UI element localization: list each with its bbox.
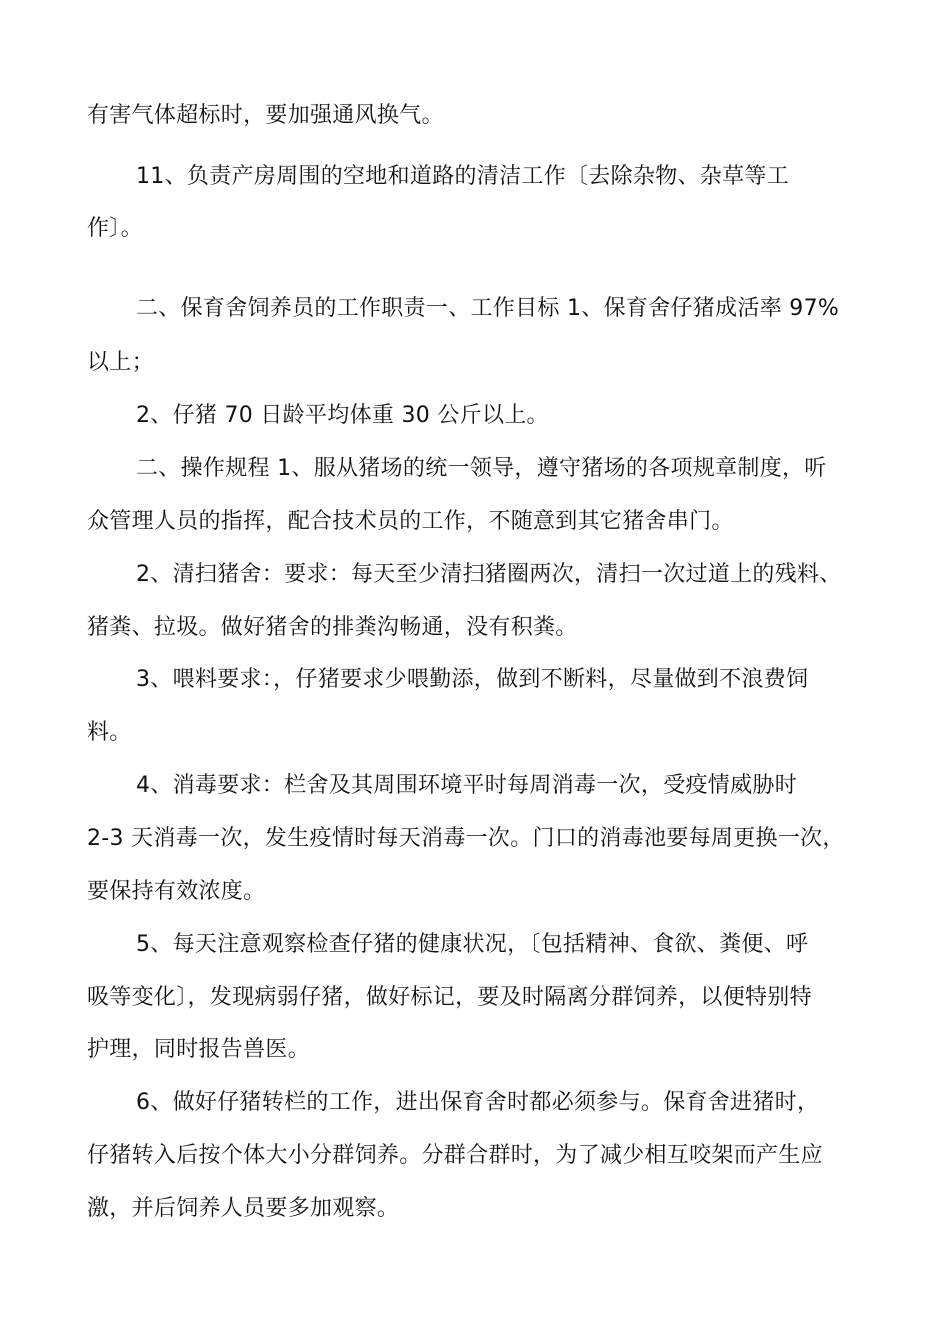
text-line: 6、做好仔猪转栏的工作，进出保育舍时都必须参与。保育舍进猪时， — [136, 1090, 820, 1115]
text-line: 5、每天注意观察检查仔猪的健康状况，〔包括精神、食欲、粪便、呼 — [136, 932, 809, 957]
text-line: 猪粪、拉圾。做好猪舍的排粪沟畅通，没有积粪。 — [87, 615, 578, 640]
text-line: 以上； — [87, 350, 154, 375]
text-line: 有害气体超标时，要加强通风换气。 — [87, 103, 444, 128]
text-line: 仔猪转入后按个体大小分群饲养。分群合群时，为了减少相互咬架而产生应 — [87, 1143, 823, 1168]
text-line: 众管理人员的指挥，配合技术员的工作，不随意到其它猪舍串门。 — [87, 509, 734, 534]
text-line: 要保持有效浓度。 — [87, 879, 266, 904]
text-line: 3、喂料要求：，仔猪要求少喂勤添，做到不断料，尽量做到不浪费饲 — [136, 667, 809, 692]
text-line: 作〕。 — [87, 216, 143, 241]
text-line: 2、清扫猪舍：要求：每天至少清扫猪圈两次，清扫一次过道上的残料、 — [136, 562, 842, 587]
text-line: 护理，同时报告兽医。 — [87, 1037, 311, 1062]
text-line: 吸等变化〕，发现病弱仔猪，做好标记，要及时隔离分群饲养，以便特别特 — [87, 985, 812, 1010]
text-line: 激，并后饲养人员要多加观察。 — [87, 1196, 400, 1221]
text-line: 料。 — [87, 720, 132, 745]
text-line: 2-3 天消毒一次，发生疫情时每天消毒一次。门口的消毒池要每周更换一次， — [87, 826, 845, 851]
text-line: 二、保育舍饲养员的工作职责一、工作目标 1、保育舍仔猪成活率 97% — [136, 296, 840, 321]
text-line: 二、操作规程 1、服从猪场的统一领导，遵守猪场的各项规章制度，听 — [136, 456, 827, 481]
text-line: 4、消毒要求：栏舍及其周围环境平时每周消毒一次，受疫情威胁时 — [136, 773, 797, 798]
text-line: 2、仔猪 70 日龄平均体重 30 公斤以上。 — [136, 403, 549, 428]
text-line: 11、负责产房周围的空地和道路的清洁工作〔去除杂物、杂草等工 — [136, 164, 789, 189]
